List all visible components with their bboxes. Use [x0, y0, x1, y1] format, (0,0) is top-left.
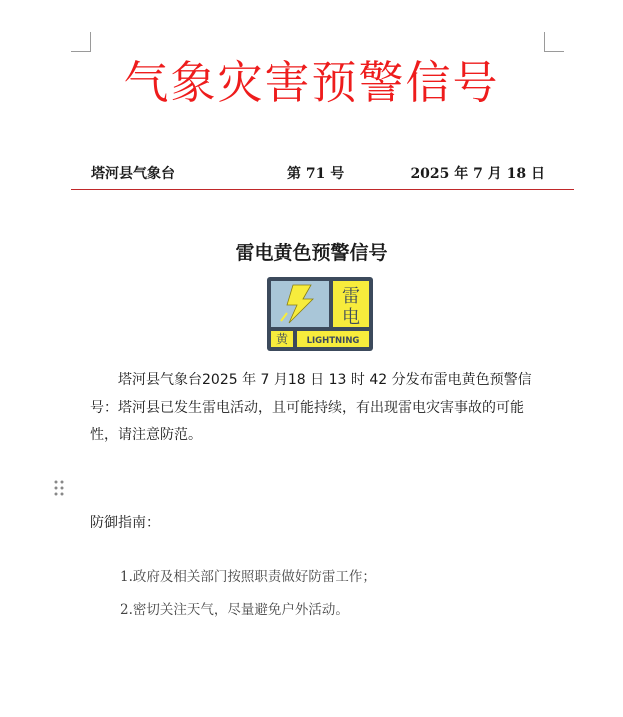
- drag-handle-icon[interactable]: [54, 480, 64, 496]
- issue-date: 2025 年 7 月 18 日: [410, 166, 545, 182]
- warning-title: 雷电黄色预警信号: [235, 242, 388, 264]
- issue-number: 第 71 号: [287, 166, 345, 182]
- document-headline: 气象灾害预警信号: [123, 56, 500, 109]
- signal-level-text: 黄: [275, 332, 289, 346]
- issuer-name: 塔河县气象台: [91, 166, 175, 182]
- guide-title: 防御指南：: [90, 515, 160, 531]
- warning-body-paragraph: 塔河县气象台2025 年 7 月18 日 13 时 42 分发布雷电黄色预警信号：塔河县已发生雷电活动，且可能持续，有出现雷电灾害事故的可能性，请注意防范。: [90, 372, 532, 443]
- header-divider: [71, 189, 574, 190]
- signal-text-dian: 电: [342, 307, 360, 328]
- crop-mark-top-right-v: [544, 32, 545, 52]
- crop-mark-top-left-v: [90, 32, 91, 52]
- warning-body: [90, 367, 550, 450]
- guide-item: 2.密切关注天气，尽量避免户外活动。: [120, 602, 349, 618]
- signal-en-text: LIGHTNING: [306, 336, 360, 346]
- signal-text-lei: 雷: [342, 286, 360, 307]
- lightning-signal-icon: [267, 277, 373, 351]
- guide-item: 1.政府及相关部门按照职责做好防雷工作；: [120, 569, 376, 585]
